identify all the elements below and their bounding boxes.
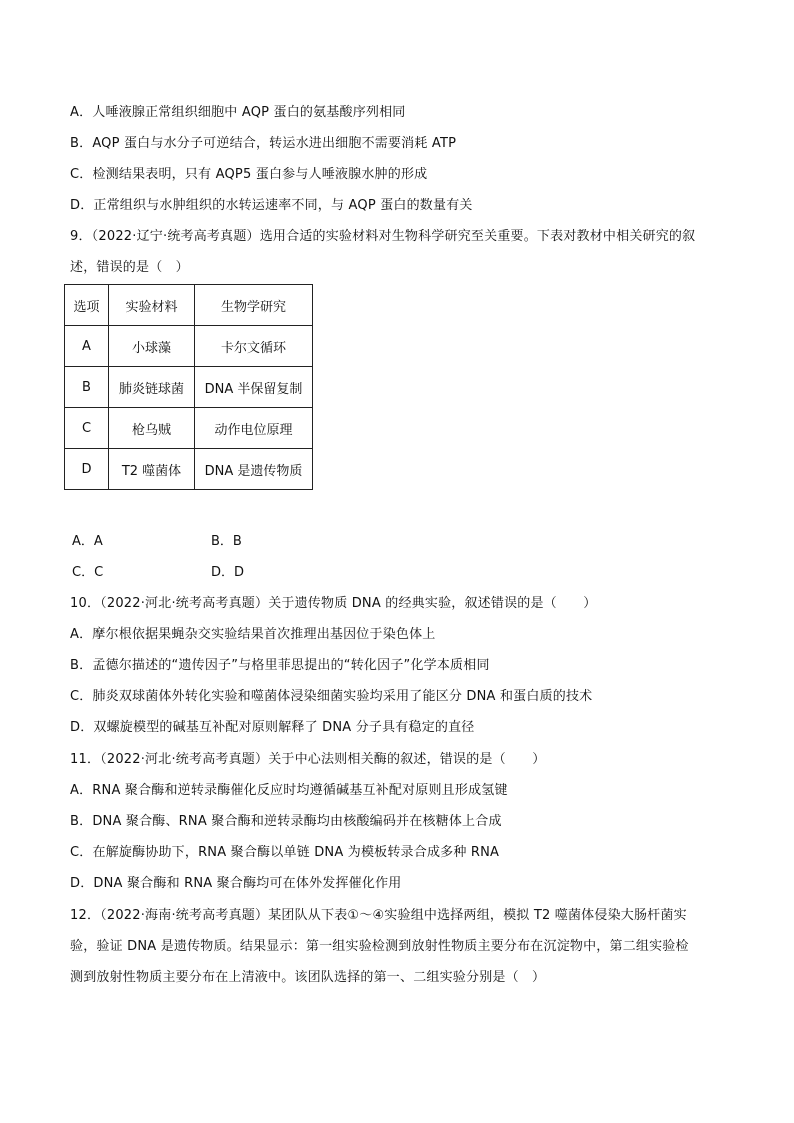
q9-option-a: A．A: [72, 534, 103, 549]
q12-stem-line2: 验，验证 DNA 是遗传物质。结果显示：第一组实验检测到放射性物质主要分布在沉淀物中，第二组实验检: [70, 939, 689, 954]
q9-stem-line1: 9．（2022·辽宁·统考高考真题）选用合适的实验材料对生物科学研究至关重要。下表对教材中相关研究的叙: [70, 229, 696, 244]
table-cell: DNA 半保留复制: [195, 367, 313, 408]
q9-table: [64, 284, 313, 490]
table-cell: 动作电位原理: [195, 408, 313, 449]
table-cell: D: [65, 449, 109, 490]
table-cell: 枪乌贼: [109, 408, 195, 449]
q11-stem: 11．（2022·河北·统考高考真题）关于中心法则相关酶的叙述，错误的是（ ）: [70, 752, 546, 767]
q9-option-c: C．C: [72, 565, 104, 580]
q8-option-a: A．人唾液腺正常组织细胞中 AQP 蛋白的氨基酸序列相同: [70, 105, 406, 120]
q10-option-c: C．肺炎双球菌体外转化实验和噬菌体浸染细菌实验均采用了能区分 DNA 和蛋白质的技术: [70, 689, 593, 704]
table-cell: 肺炎链球菌: [109, 367, 195, 408]
table-cell: C: [65, 408, 109, 449]
q11-option-b: B．DNA 聚合酶、RNA 聚合酶和逆转录酶均由核酸编码并在核糖体上合成: [70, 814, 502, 829]
table-header-cell: 生物学研究: [195, 285, 313, 326]
table-cell: A: [65, 326, 109, 367]
q10-option-b: B．孟德尔描述的“遗传因子”与格里菲思提出的“转化因子”化学本质相同: [70, 658, 490, 673]
q9-option-d: D．D: [211, 565, 245, 580]
table-cell: 小球藻: [109, 326, 195, 367]
q10-option-a: A．摩尔根依据果蝇杂交实验结果首次推理出基因位于染色体上: [70, 627, 436, 642]
table-cell: DNA 是遗传物质: [195, 449, 313, 490]
q8-option-d: D．正常组织与水肿组织的水转运速率不同，与 AQP 蛋白的数量有关: [70, 198, 473, 213]
q8-option-c: C．检测结果表明，只有 AQP5 蛋白参与人唾液腺水肿的形成: [70, 167, 428, 182]
table-header-cell: 选项: [65, 285, 109, 326]
q10-option-d: D．双螺旋模型的碱基互补配对原则解释了 DNA 分子具有稳定的直径: [70, 720, 475, 735]
q9-stem-line2: 述，错误的是（ ）: [70, 260, 189, 275]
table-header-row: [65, 285, 313, 326]
table-cell: B: [65, 367, 109, 408]
table-row: [65, 367, 313, 408]
q12-stem-line1: 12．（2022·海南·统考高考真题）某团队从下表①～④实验组中选择两组，模拟 T2 噬菌体侵染大肠杆菌实: [70, 908, 687, 923]
q11-option-a: A．RNA 聚合酶和逆转录酶催化反应时均遵循碱基互补配对原则且形成氢键: [70, 783, 508, 798]
q10-stem: 10．（2022·河北·统考高考真题）关于遗传物质 DNA 的经典实验，叙述错误的是（ ）: [70, 596, 597, 611]
table-row: [65, 449, 313, 490]
q9-option-b: B．B: [211, 534, 242, 549]
q8-option-b: B．AQP 蛋白与水分子可逆结合，转运水进出细胞不需要消耗 ATP: [70, 136, 457, 151]
table-row: [65, 408, 313, 449]
table-row: [65, 326, 313, 367]
q11-option-c: C．在解旋酶协助下，RNA 聚合酶以单链 DNA 为模板转录合成多种 RNA: [70, 845, 500, 860]
q11-option-d: D．DNA 聚合酶和 RNA 聚合酶均可在体外发挥催化作用: [70, 876, 402, 891]
table-cell: T2 噬菌体: [109, 449, 195, 490]
table-cell: 卡尔文循环: [195, 326, 313, 367]
q12-stem-line3: 测到放射性物质主要分布在上清液中。该团队选择的第一、二组实验分别是（ ）: [70, 970, 546, 985]
table-header-cell: 实验材料: [109, 285, 195, 326]
